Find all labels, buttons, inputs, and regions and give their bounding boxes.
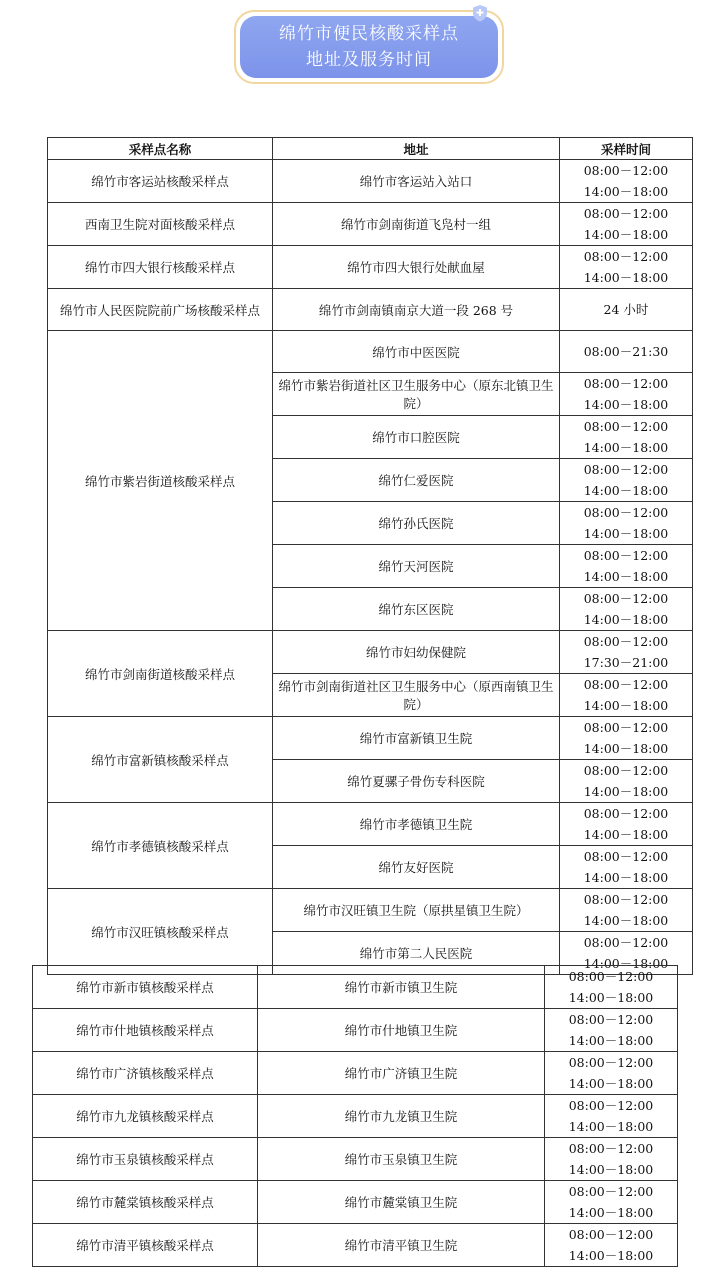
table-row [48,246,693,289]
time-slot: 08:00－12:00 [568,969,654,984]
time-slot: 14:00－18:00 [583,227,669,242]
site-name: 绵竹市新市镇核酸采样点 [33,966,258,1009]
time-slot: 14:00－18:00 [583,440,669,455]
site-address: 绵竹天河医院 [273,545,560,588]
title-line-1: 绵竹市便民核酸采样点 [279,24,459,44]
time-slot: 17:30－21:00 [583,655,669,670]
site-address: 绵竹市九龙镇卫生院 [258,1095,545,1138]
site-address: 绵竹市客运站入站口 [273,160,560,203]
site-times [545,1224,678,1267]
site-address: 绵竹市富新镇卫生院 [273,717,560,760]
time-slot: 08:00－12:00 [583,249,669,264]
time-slot: 08:00－12:00 [583,419,669,434]
site-times [560,889,693,932]
time-slot: 14:00－18:00 [583,526,669,541]
header-name: 采样点名称 [48,138,273,160]
time-slot: 08:00－12:00 [583,462,669,477]
time-slot: 14:00－18:00 [583,870,669,885]
table-row [33,1138,678,1181]
table-row [48,803,693,846]
site-address: 绵竹市紫岩街道社区卫生服务中心（原东北镇卫生院） [273,373,560,416]
time-slot: 24 小时 [603,302,649,317]
time-slot: 08:00－12:00 [568,1184,654,1199]
site-name: 绵竹市富新镇核酸采样点 [48,717,273,803]
table-row [48,203,693,246]
table-row [48,289,693,331]
site-times [560,203,693,246]
site-address: 绵竹市孝德镇卫生院 [273,803,560,846]
time-slot: 14:00－18:00 [583,956,669,971]
sampling-table-towns [32,965,678,1267]
site-times [545,1181,678,1224]
time-slot: 14:00－18:00 [568,1205,654,1220]
time-slot: 14:00－18:00 [583,397,669,412]
time-slot: 08:00－12:00 [568,1141,654,1156]
site-name: 绵竹市剑南街道核酸采样点 [48,631,273,717]
title-badge [234,10,504,84]
time-slot: 14:00－18:00 [583,569,669,584]
site-name: 绵竹市汉旺镇核酸采样点 [48,889,273,975]
site-name: 绵竹市人民医院院前广场核酸采样点 [48,289,273,331]
site-times [560,588,693,631]
site-name: 西南卫生院对面核酸采样点 [48,203,273,246]
sampling-table-main [47,137,693,975]
site-name: 绵竹市麓棠镇核酸采样点 [33,1181,258,1224]
time-slot: 08:00－21:30 [583,344,669,359]
site-address: 绵竹市妇幼保健院 [273,631,560,674]
time-slot: 14:00－18:00 [568,1248,654,1263]
site-name: 绵竹市紫岩街道核酸采样点 [48,331,273,631]
site-address: 绵竹仁爱医院 [273,459,560,502]
time-slot: 08:00－12:00 [583,634,669,649]
site-address: 绵竹市剑南街道社区卫生服务中心（原西南镇卫生院） [273,674,560,717]
table-row [33,1181,678,1224]
table-row [33,1224,678,1267]
site-address: 绵竹友好医院 [273,846,560,889]
site-address: 绵竹孙氏医院 [273,502,560,545]
site-address: 绵竹市剑南镇南京大道一段 268 号 [273,289,560,331]
site-name: 绵竹市九龙镇核酸采样点 [33,1095,258,1138]
time-slot: 14:00－18:00 [583,483,669,498]
time-slot: 14:00－18:00 [583,270,669,285]
header-address: 地址 [273,138,560,160]
site-times [560,803,693,846]
title-line-2: 地址及服务时间 [306,50,432,70]
site-times [560,331,693,373]
time-slot: 08:00－12:00 [583,849,669,864]
time-slot: 08:00－12:00 [583,677,669,692]
table-row [48,717,693,760]
time-slot: 08:00－12:00 [583,935,669,950]
table-row [48,331,693,373]
site-times [545,1052,678,1095]
time-slot: 14:00－18:00 [583,827,669,842]
time-slot: 14:00－18:00 [583,612,669,627]
time-slot: 14:00－18:00 [583,184,669,199]
site-times [560,545,693,588]
table-row [33,1009,678,1052]
table-row [33,1052,678,1095]
site-times [560,674,693,717]
site-address: 绵竹市清平镇卫生院 [258,1224,545,1267]
table-row [33,966,678,1009]
time-slot: 14:00－18:00 [583,741,669,756]
site-name: 绵竹市广济镇核酸采样点 [33,1052,258,1095]
site-address: 绵竹市什地镇卫生院 [258,1009,545,1052]
time-slot: 08:00－12:00 [568,1227,654,1242]
site-times [560,846,693,889]
time-slot: 08:00－12:00 [583,206,669,221]
site-times [560,416,693,459]
time-slot: 08:00－12:00 [583,591,669,606]
site-address: 绵竹市新市镇卫生院 [258,966,545,1009]
site-name: 绵竹市什地镇核酸采样点 [33,1009,258,1052]
site-times [545,1095,678,1138]
time-slot: 14:00－18:00 [568,990,654,1005]
time-slot: 08:00－12:00 [568,1055,654,1070]
time-slot: 14:00－18:00 [568,1076,654,1091]
site-address: 绵竹市第二人民医院 [273,932,560,975]
site-name: 绵竹市客运站核酸采样点 [48,160,273,203]
site-times [545,1009,678,1052]
site-name: 绵竹市四大银行核酸采样点 [48,246,273,289]
time-slot: 08:00－12:00 [583,163,669,178]
time-slot: 08:00－12:00 [583,376,669,391]
time-slot: 08:00－12:00 [583,763,669,778]
table-row [48,631,693,674]
time-slot: 14:00－18:00 [583,698,669,713]
site-address: 绵竹市玉泉镇卫生院 [258,1138,545,1181]
time-slot: 14:00－18:00 [568,1162,654,1177]
time-slot: 14:00－18:00 [568,1119,654,1134]
time-slot: 08:00－12:00 [583,806,669,821]
table-row [33,1095,678,1138]
site-address: 绵竹市四大银行处献血屋 [273,246,560,289]
title-badge-fill [240,16,498,78]
title-badge-frame [234,10,504,84]
site-name: 绵竹市孝德镇核酸采样点 [48,803,273,889]
time-slot: 08:00－12:00 [583,548,669,563]
site-times [560,502,693,545]
time-slot: 14:00－18:00 [568,1033,654,1048]
site-address: 绵竹市广济镇卫生院 [258,1052,545,1095]
site-times [545,1138,678,1181]
time-slot: 08:00－12:00 [583,505,669,520]
site-times [560,246,693,289]
time-slot: 08:00－12:00 [568,1098,654,1113]
site-times [560,289,693,331]
time-slot: 14:00－18:00 [583,784,669,799]
site-times [560,631,693,674]
table-header-row [48,138,693,160]
site-times [560,373,693,416]
site-address: 绵竹东区医院 [273,588,560,631]
time-slot: 14:00－18:00 [583,913,669,928]
site-address: 绵竹市中医医院 [273,331,560,373]
table-row [48,889,693,932]
site-address: 绵竹夏骡子骨伤专科医院 [273,760,560,803]
time-slot: 08:00－12:00 [583,892,669,907]
time-slot: 08:00－12:00 [568,1012,654,1027]
site-times [560,717,693,760]
site-name: 绵竹市玉泉镇核酸采样点 [33,1138,258,1181]
table-row [48,160,693,203]
site-name: 绵竹市清平镇核酸采样点 [33,1224,258,1267]
site-times [560,760,693,803]
site-address: 绵竹市麓棠镇卫生院 [258,1181,545,1224]
header-time: 采样时间 [560,138,693,160]
site-times [560,160,693,203]
shield-icon [472,4,488,22]
time-slot: 08:00－12:00 [583,720,669,735]
site-times [545,966,678,1009]
site-times [560,459,693,502]
site-address: 绵竹市剑南街道飞凫村一组 [273,203,560,246]
site-address: 绵竹市口腔医院 [273,416,560,459]
site-address: 绵竹市汉旺镇卫生院（原拱星镇卫生院） [273,889,560,932]
